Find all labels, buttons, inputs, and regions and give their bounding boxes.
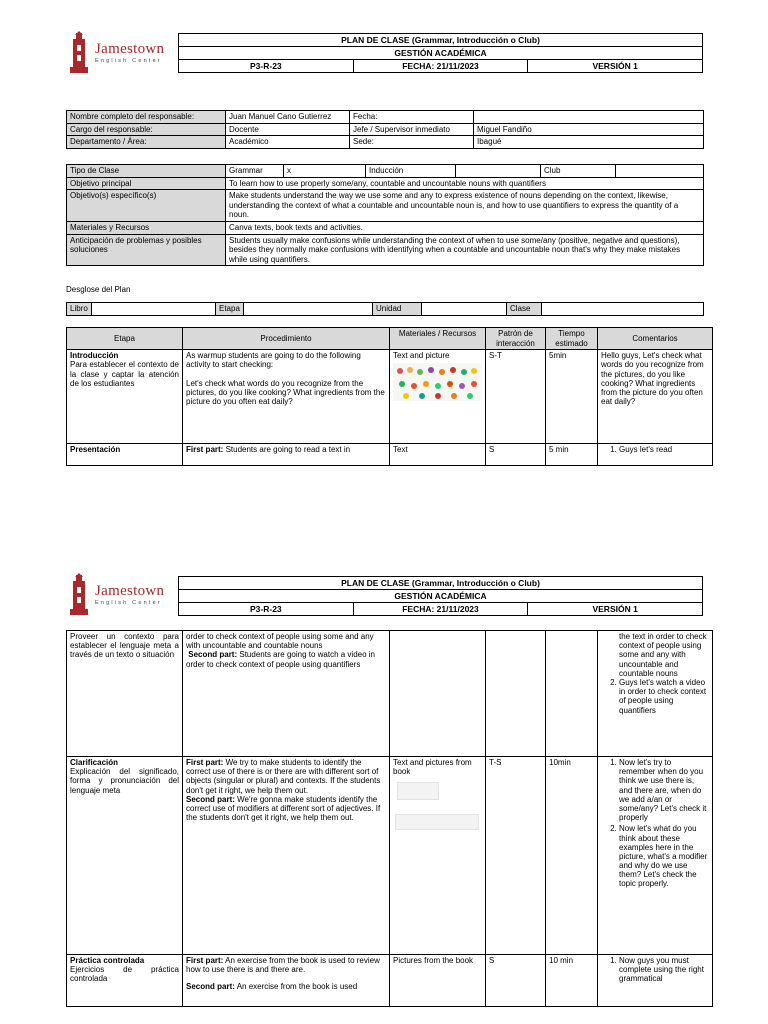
prac-comment-1: 1. Now guys you must complete using the right grammatical: [619, 956, 709, 984]
pres-proc: Students are going to read a text in: [223, 445, 351, 455]
clar-p1: We try to make students to identify the correct use of there is or there are with different sort of objects (singular or plural) and contexts. If the students don't get it right, we help them out.: [186, 758, 381, 795]
sede-label: Sede:: [350, 136, 474, 149]
desglose-table: [66, 302, 704, 316]
prac-p1: An exercise from the book is used to review how to use there is and there are.: [186, 956, 380, 975]
prac-p2: An exercise from the book is used: [234, 982, 358, 992]
clar-time: 10min: [546, 757, 598, 955]
etapa-label: Etapa: [216, 303, 244, 316]
pres-pattern-cont: [486, 631, 546, 757]
anticipacion-value: Students usually make confusions while understanding the context of when to use some/any (positive, negative and questions), besides they normally make confusions with identifying when a countable and uncountable noun that's why they make mistakes while using quantifiers.: [226, 234, 704, 266]
objetivo-value: To learn how to use properly some/any, countable and uncountable nouns with quantifiers: [226, 177, 704, 190]
header-version: VERSIÓN 1: [528, 60, 703, 73]
document-header-page2: [178, 576, 703, 616]
document-header: [178, 33, 703, 73]
book-page-1: [397, 782, 439, 800]
pres-proc-cont: order to check context of people using some and any with uncountable and countable nouns: [186, 632, 374, 651]
objetivo-label: Objetivo principal: [67, 177, 226, 190]
cargo-label: Cargo del responsable:: [67, 123, 226, 136]
logo-subtitle: English Center: [95, 599, 162, 606]
nombre-label: Nombre completo del responsable:: [67, 111, 226, 124]
pres-time-cont: [546, 631, 598, 757]
sede-value: Ibagué: [474, 136, 704, 149]
jefe-label: Jefe / Supervisor inmediato: [350, 123, 474, 136]
intro-desc: Para establecer el contexto de la clase y captar la atención de los estudiantes: [70, 360, 179, 388]
pres-title: Presentación: [67, 444, 183, 466]
clar-title: Clarificación: [70, 758, 119, 767]
anticipacion-label: Anticipación de problemas y posibles soluciones: [67, 234, 226, 266]
unidad-label: Unidad: [373, 303, 422, 316]
pres-proc2-bold: Second part:: [188, 650, 238, 660]
book-page-2: [395, 814, 479, 830]
unidad-value: [422, 303, 507, 316]
clase-label: Clase: [507, 303, 542, 316]
intro-proc: As warmup students are going to do the following activity to start checking:: [186, 351, 361, 370]
header-code: P3-R-23: [179, 603, 354, 616]
intro-comment: Hello guys, Let's check what words do you recognize from the pictures, do you like cooking? What ingredients from the picture do you often eat daily?: [598, 350, 713, 444]
jefe-value: Miguel Fandiño: [474, 123, 704, 136]
plan-table-page1: [66, 327, 713, 466]
etapa-value: [244, 303, 373, 316]
fecha-value: [474, 111, 704, 124]
header-code: P3-R-23: [179, 60, 354, 73]
grammar-label: Grammar: [226, 165, 284, 178]
tower-logo-icon: [66, 573, 92, 617]
company-logo-page2: [66, 572, 171, 618]
intro-title: Introducción: [70, 351, 119, 361]
depto-label: Departamento / Área:: [67, 136, 226, 149]
header-subtitle: GESTIÓN ACADÉMICA: [179, 47, 703, 60]
clar-b2: Second part:: [186, 794, 235, 804]
desglose-title: Desglose del Plan: [66, 285, 131, 294]
pres-proc-bold: First part:: [186, 445, 224, 455]
pres-comment-2: 2. Guys let's watch a video in order to check context of people using quantifiers: [619, 678, 709, 715]
cargo-value: Docente: [226, 123, 350, 136]
col-etapa: Etapa: [67, 328, 183, 350]
logo-name: Jamestown: [95, 582, 165, 599]
prac-title: Práctica controlada: [70, 956, 145, 965]
club-label: Club: [541, 165, 616, 178]
header-subtitle: GESTIÓN ACADÉMICA: [179, 590, 703, 603]
header-date: FECHA: 21/11/2023: [353, 603, 528, 616]
tower-logo-icon: [66, 31, 92, 75]
pres-comment-1-cont: the text in order to check context of people using some and any with uncountable and countable nouns: [619, 632, 707, 678]
club-mark: [616, 165, 704, 178]
header-date: FECHA: 21/11/2023: [353, 60, 528, 73]
intro-time: 5min: [546, 350, 598, 444]
ingredients-picture: [393, 363, 481, 401]
materiales-label: Materiales y Recursos: [67, 221, 226, 234]
clar-desc: Explicación del significado, forma y pronunciación del lenguaje meta: [70, 767, 179, 795]
table-row: [67, 631, 713, 757]
plan-table-page2: [66, 630, 713, 1007]
table-row: [67, 955, 713, 1007]
header-title: PLAN DE CLASE (Grammar, Introducción o Club): [179, 34, 703, 47]
prac-time: 10 min: [546, 955, 598, 1007]
clase-table: [66, 164, 704, 266]
prac-pattern: S: [486, 955, 546, 1007]
table-row: [67, 757, 713, 955]
prac-b2: Second part:: [186, 982, 235, 992]
tipo-clase-label: Tipo de Clase: [67, 165, 226, 178]
especificos-value: Make students understand the way we use some and any to express existence of nouns depending on the context, likewise, understanding the context of what a countable and uncountable noun is, and how to use quantifiers to express the quantity of a noun.: [226, 190, 704, 222]
book-pictures: [393, 780, 483, 836]
induccion-mark: [456, 165, 541, 178]
fecha-label: Fecha:: [350, 111, 474, 124]
clar-materials: Text and pictures from book: [393, 758, 472, 777]
pres-materials-cont: [390, 631, 486, 757]
clar-comment-1: 1. Now let's try to remember when do you think we use there is, and there are, when do we add a/an or some/any? Let's check it properly: [619, 758, 709, 822]
libro-value: [92, 303, 216, 316]
libro-label: Libro: [67, 303, 92, 316]
pres-materials: Text: [390, 444, 486, 466]
col-tiempo: Tiempo estimado: [546, 328, 598, 350]
intro-materials: Text and picture: [393, 351, 450, 361]
col-materiales: Materiales / Recursos: [390, 328, 486, 350]
col-procedimiento: Procedimiento: [183, 328, 390, 350]
pres-proc2: Students are going to watch a video in order to check context of people using quantifiers: [186, 650, 376, 669]
pres-desc: Proveer un contexto para establecer el lenguaje meta a través de un texto o situación: [70, 632, 179, 660]
materiales-value: Canva texts, book texts and activities.: [226, 221, 704, 234]
logo-subtitle: English Center: [95, 57, 162, 64]
col-patron: Patrón de interacción: [486, 328, 546, 350]
clar-p2: We're gonna make students identify the correct use of modifiers at different sort of adjectives. If the students don't get it right, we help them out.: [186, 794, 381, 823]
clase-value: [542, 303, 704, 316]
pres-time: 5 min: [546, 444, 598, 466]
company-logo: [66, 30, 171, 76]
table-row: [67, 444, 713, 466]
clar-pattern: T-S: [486, 757, 546, 955]
logo-name: Jamestown: [95, 40, 165, 57]
induccion-label: Inducción: [366, 165, 456, 178]
clar-b1: First part:: [186, 758, 224, 767]
depto-value: Académico: [226, 136, 350, 149]
intro-proc2: Let's check what words do you recognize from the pictures, do you like cooking? What ingredients from the picture do you often eat daily?: [186, 378, 385, 406]
especificos-label: Objetivo(s) específico(s): [67, 190, 226, 222]
header-title: PLAN DE CLASE (Grammar, Introducción o Club): [179, 577, 703, 590]
grammar-mark: x: [284, 165, 366, 178]
prac-desc: Ejercicios de práctica controlada: [70, 965, 179, 984]
pres-comment-1: 1. Guys let's read: [619, 445, 709, 454]
table-row: [67, 350, 713, 444]
prac-materials: Pictures from the book: [390, 955, 486, 1007]
responsable-table: [66, 110, 704, 149]
col-comentarios: Comentarios: [598, 328, 713, 350]
clar-comment-2: 2. Now let's what do you think about these examples here in the picture, what's a modifier and why do we use them? Let's check the topic properly.: [619, 824, 709, 888]
intro-pattern: S-T: [486, 350, 546, 444]
header-version: VERSIÓN 1: [528, 603, 703, 616]
pres-pattern: S: [486, 444, 546, 466]
prac-b1: First part:: [186, 956, 224, 965]
nombre-value: Juan Manuel Cano Gutierrez: [226, 111, 350, 124]
